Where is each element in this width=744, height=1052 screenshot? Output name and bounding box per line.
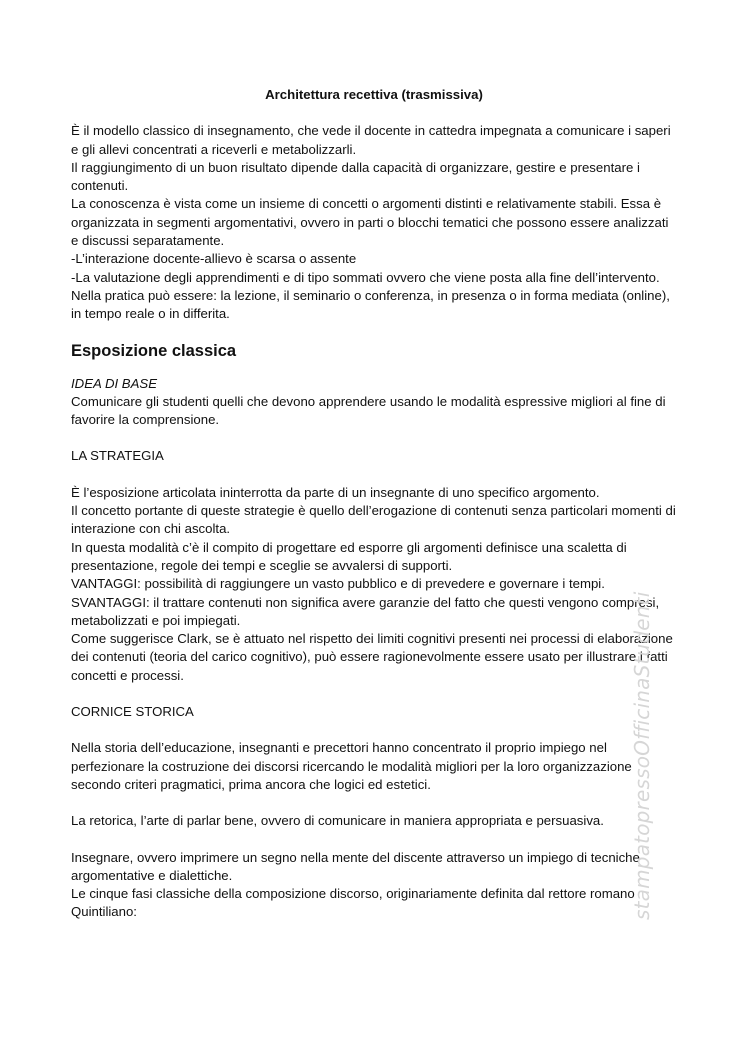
cornice-paragraph: Insegnare, ovvero imprimere un segno nella mente del discente attraverso un impiego di tecniche argomentative e dialettiche.	[71, 849, 640, 883]
strategia-block	[71, 484, 677, 685]
strategia-label: LA STRATEGIA	[71, 448, 164, 464]
document-page	[71, 86, 677, 922]
intro-paragraph: La conoscenza è vista come un insieme di concetti o argomenti distinti e relativamente stabili. Essa è organizzata in segmenti argomentativi, ovvero in parti o blocchi tematici che possono essere analizzati e discussi separatamente.	[71, 196, 669, 249]
intro-paragraph: Il raggiungimento di un buon risultato dipende dalla capacità di organizzare, gestire e presentare i contenuti.	[71, 159, 640, 194]
intro-bullet: -La valutazione degli apprendimenti e di tipo sommati ovvero che viene posta alla fine dell’intervento.	[71, 269, 660, 285]
strategia-paragraph: Come suggerisce Clark, se è attuato nel rispetto dei limiti cognitivi presenti nei processi di elaborazione dei contenuti (teoria del carico cognitivo), può essere ragionevolmente essere usato per illustrare i fatti concetti e processi.	[71, 631, 673, 683]
cornice-paragraph: La retorica, l’arte di parlar bene, ovvero di comunicare in maniera appropriata e persuasiva.	[71, 813, 604, 829]
strategia-paragraph: È l’esposizione articolata ininterrotta da parte di un insegnante di uno specifico argomento.	[71, 484, 600, 500]
section-heading: Esposizione classica	[71, 341, 237, 360]
intro-block	[71, 122, 677, 323]
cornice-paragraph: Nella storia dell’educazione, insegnanti e precettori hanno concentrato il proprio impiego nel perfezionare la costruzione dei discorsi ricercando le modalità migliori per la loro organizzazione secondo criteri pragmatici, prima ancora che logici ed estetici.	[71, 740, 632, 792]
strategia-paragraph: Il concetto portante di queste strategie è quello dell’erogazione di contenuti senza particolari momenti di interazione con chi ascolta.	[71, 503, 676, 537]
strategia-paragraph: In questa modalità c’è il compito di progettare ed esporre gli argomenti definisce una scaletta di presentazione, regole dei tempi e sceglie se avvalersi di supporti.	[71, 539, 627, 573]
vantaggi-paragraph: VANTAGGI: possibilità di raggiungere un vasto pubblico e di prevedere e governare i tempi.	[71, 576, 605, 592]
watermark-text: stampatopressoOfficinaStudenti	[630, 591, 654, 920]
cornice-label: CORNICE STORICA	[71, 704, 194, 720]
intro-bullet: -L’interazione docente-allievo è scarsa o assente	[71, 251, 357, 267]
cornice-paragraph: Le cinque fasi classiche della composizione discorso, originariamente definita dal rettore romano Quintiliano:	[71, 886, 635, 920]
idea-text: Comunicare gli studenti quelli che devono apprendere usando le modalità espressive migliori al fine di favorire la comprensione.	[71, 393, 666, 428]
idea-label: IDEA DI BASE	[71, 375, 157, 391]
svantaggi-paragraph: SVANTAGGI: il trattare contenuti non significa avere garanzie del fatto che questi vengono compresi, metabolizzati e poi impiegati.	[71, 594, 660, 628]
intro-paragraph: È il modello classico di insegnamento, che vede il docente in cattedra impegnata a comunicare i saperi e gli allevi concentrati a riceverli e metabolizzarli.	[71, 123, 671, 157]
intro-paragraph: Nella pratica può essere: la lezione, il seminario o conferenza, in presenza o in forma mediata (online), in tempo reale o in differita.	[71, 287, 670, 322]
document-title: Architettura recettiva (trasmissiva)	[265, 87, 483, 102]
